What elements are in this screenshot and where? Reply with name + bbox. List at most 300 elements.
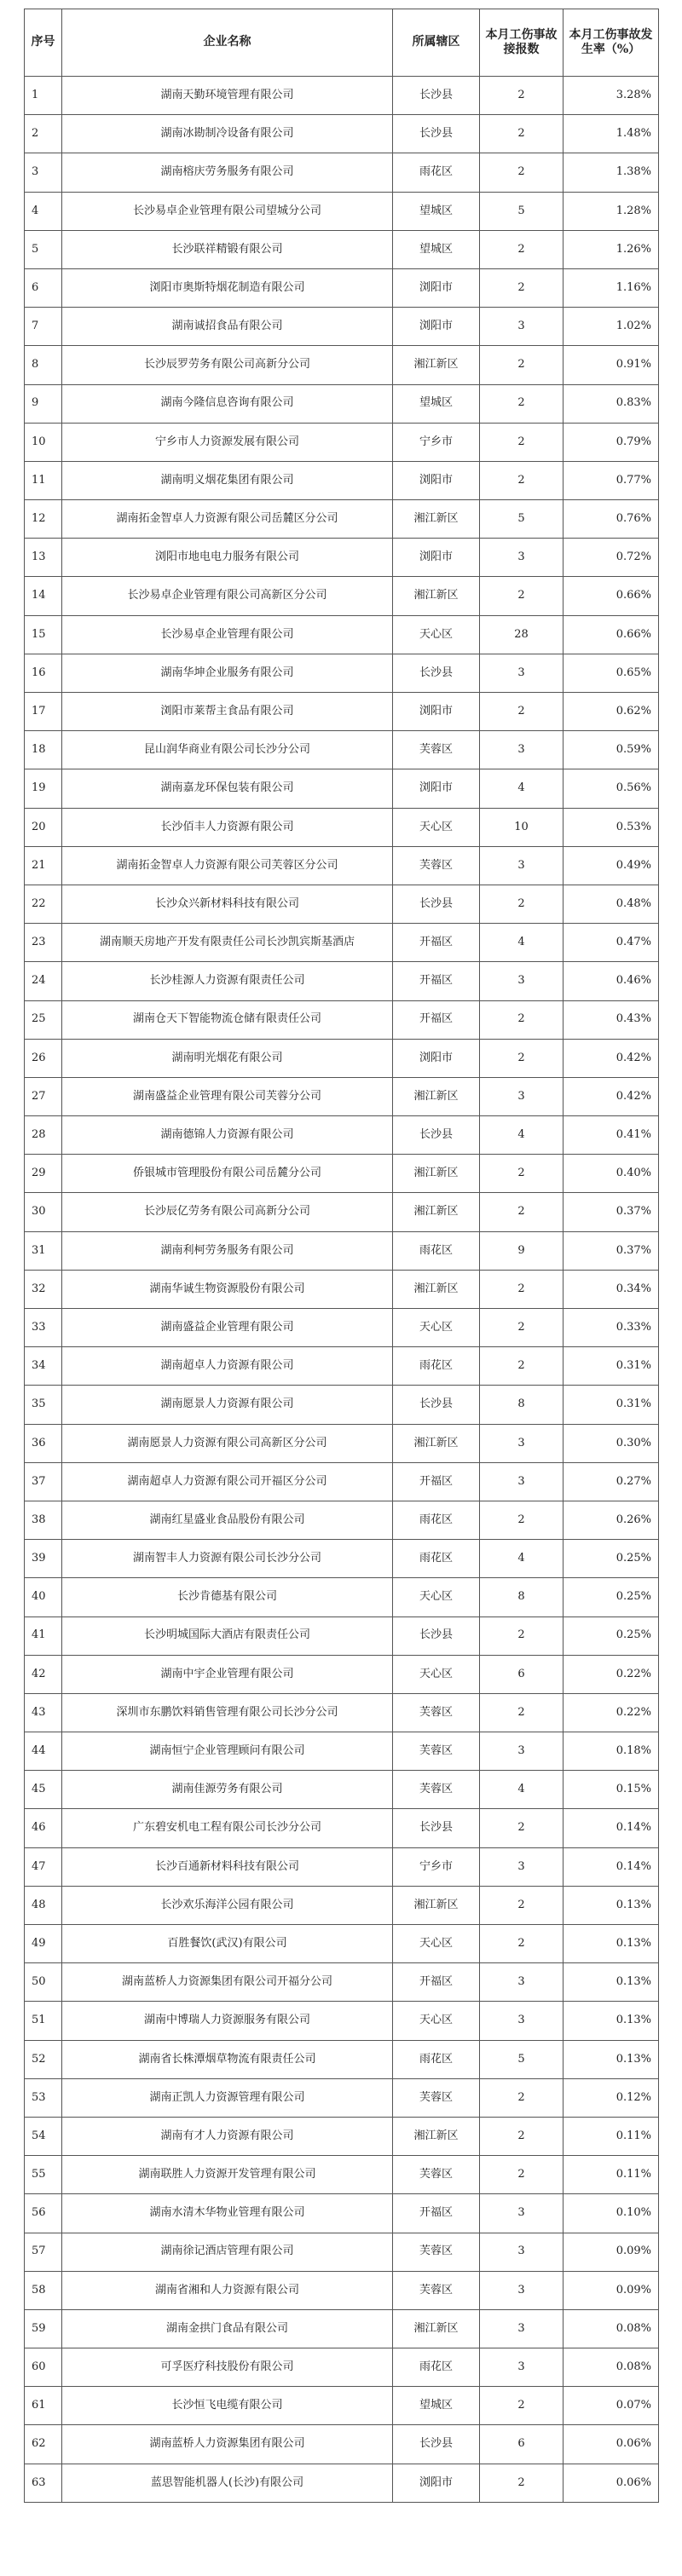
table-row — [25, 153, 659, 192]
report-count: 3 — [480, 2002, 564, 2040]
district: 湘江新区 — [393, 2309, 480, 2348]
district: 芙蓉区 — [393, 846, 480, 885]
report-count: 3 — [480, 1847, 564, 1886]
report-count: 2 — [480, 1155, 564, 1193]
company-name: 湖南中宇企业管理有限公司 — [62, 1655, 393, 1693]
company-name: 湖南正凯人力资源管理有限公司 — [62, 2078, 393, 2117]
company-name: 湖南蓝桥人力资源集团有限公司 — [62, 2425, 393, 2464]
report-count: 3 — [480, 1077, 564, 1115]
company-name: 湖南盛益企业管理有限公司 — [62, 1309, 393, 1347]
report-count: 2 — [480, 2387, 564, 2425]
district: 芙蓉区 — [393, 2233, 480, 2271]
district: 湘江新区 — [393, 1424, 480, 1462]
district: 芙蓉区 — [393, 1771, 480, 1809]
table-row — [25, 1809, 659, 1847]
incidence-rate: 0.46% — [564, 962, 659, 1000]
row-index: 34 — [25, 1347, 62, 1386]
company-name: 湖南华坤企业服务有限公司 — [62, 654, 393, 692]
company-name: 侨银城市管理股份有限公司岳麓分公司 — [62, 1155, 393, 1193]
report-count: 5 — [480, 192, 564, 230]
district: 湘江新区 — [393, 346, 480, 384]
table-row — [25, 308, 659, 346]
row-index: 4 — [25, 192, 62, 230]
row-index: 32 — [25, 1270, 62, 1308]
district: 长沙县 — [393, 77, 480, 115]
row-index: 28 — [25, 1116, 62, 1155]
district: 浏阳市 — [393, 461, 480, 499]
incidence-rate: 0.10% — [564, 2194, 659, 2233]
report-count: 2 — [480, 577, 564, 615]
district: 望城区 — [393, 2387, 480, 2425]
district: 浏阳市 — [393, 769, 480, 808]
company-name: 深圳市东鹏饮料销售管理有限公司长沙分公司 — [62, 1693, 393, 1732]
row-index: 3 — [25, 153, 62, 192]
report-count: 2 — [480, 346, 564, 384]
district: 雨花区 — [393, 1501, 480, 1539]
report-count: 10 — [480, 808, 564, 846]
incidence-rate: 1.28% — [564, 192, 659, 230]
incidence-rate: 0.13% — [564, 1963, 659, 2002]
company-name: 湖南拓金智卓人力资源有限公司芙蓉区分公司 — [62, 846, 393, 885]
company-name: 湖南诚招食品有限公司 — [62, 308, 393, 346]
table-row — [25, 77, 659, 115]
table-row — [25, 2040, 659, 2078]
incidence-rate: 0.27% — [564, 1462, 659, 1501]
district: 芙蓉区 — [393, 731, 480, 769]
report-count: 3 — [480, 731, 564, 769]
report-count: 4 — [480, 924, 564, 962]
table-row — [25, 1732, 659, 1771]
table-row — [25, 924, 659, 962]
report-count: 2 — [480, 384, 564, 423]
district: 浏阳市 — [393, 308, 480, 346]
incidence-rate: 0.49% — [564, 846, 659, 885]
incidence-rate: 0.22% — [564, 1693, 659, 1732]
injury-rate-table — [24, 9, 659, 2503]
report-count: 2 — [480, 1809, 564, 1847]
table-row — [25, 654, 659, 692]
company-name: 长沙明城国际大酒店有限责任公司 — [62, 1616, 393, 1655]
report-count: 3 — [480, 2233, 564, 2271]
incidence-rate: 0.25% — [564, 1616, 659, 1655]
report-count: 3 — [480, 654, 564, 692]
company-name: 湖南佳源劳务有限公司 — [62, 1771, 393, 1809]
district: 湘江新区 — [393, 577, 480, 615]
row-index: 17 — [25, 693, 62, 731]
district: 雨花区 — [393, 153, 480, 192]
report-count: 2 — [480, 1925, 564, 1963]
district: 长沙县 — [393, 1616, 480, 1655]
district: 宁乡市 — [393, 423, 480, 461]
report-count: 9 — [480, 1231, 564, 1270]
company-name: 湖南愿景人力资源有限公司 — [62, 1386, 393, 1424]
row-index: 31 — [25, 1231, 62, 1270]
incidence-rate: 0.91% — [564, 346, 659, 384]
report-count: 4 — [480, 1116, 564, 1155]
incidence-rate: 0.66% — [564, 615, 659, 654]
row-index: 56 — [25, 2194, 62, 2233]
company-name: 湖南省长株潭烟草物流有限责任公司 — [62, 2040, 393, 2078]
report-count: 3 — [480, 2194, 564, 2233]
report-count: 8 — [480, 1386, 564, 1424]
table-row — [25, 346, 659, 384]
incidence-rate: 0.13% — [564, 2040, 659, 2078]
company-name: 湖南拓金智卓人力资源有限公司岳麓区分公司 — [62, 500, 393, 539]
table-row — [25, 577, 659, 615]
row-index: 61 — [25, 2387, 62, 2425]
company-name: 湖南仓天下智能物流仓储有限责任公司 — [62, 1000, 393, 1039]
incidence-rate: 0.53% — [564, 808, 659, 846]
report-count: 3 — [480, 1732, 564, 1771]
row-index: 50 — [25, 1963, 62, 2002]
table-row — [25, 2464, 659, 2502]
report-count: 2 — [480, 885, 564, 923]
company-name: 湖南徐记酒店管理有限公司 — [62, 2233, 393, 2271]
row-index: 45 — [25, 1771, 62, 1809]
report-count: 3 — [480, 1963, 564, 2002]
incidence-rate: 0.08% — [564, 2348, 659, 2387]
company-name: 长沙辰罗劳务有限公司高新分公司 — [62, 346, 393, 384]
district: 天心区 — [393, 808, 480, 846]
district: 天心区 — [393, 615, 480, 654]
district: 芙蓉区 — [393, 2078, 480, 2117]
row-index: 23 — [25, 924, 62, 962]
incidence-rate: 0.09% — [564, 2233, 659, 2271]
company-name: 长沙桂源人力资源有限责任公司 — [62, 962, 393, 1000]
row-index: 25 — [25, 1000, 62, 1039]
row-index: 18 — [25, 731, 62, 769]
incidence-rate: 0.56% — [564, 769, 659, 808]
table-row — [25, 1462, 659, 1501]
table-row — [25, 2156, 659, 2194]
row-index: 12 — [25, 500, 62, 539]
report-count: 4 — [480, 769, 564, 808]
row-index: 33 — [25, 1309, 62, 1347]
table-row — [25, 1270, 659, 1308]
company-name: 长沙佰丰人力资源有限公司 — [62, 808, 393, 846]
row-index: 37 — [25, 1462, 62, 1501]
company-name: 湖南顺天房地产开发有限责任公司长沙凯宾斯基酒店 — [62, 924, 393, 962]
district: 湘江新区 — [393, 1193, 480, 1231]
company-name: 长沙恒飞电缆有限公司 — [62, 2387, 393, 2425]
row-index: 11 — [25, 461, 62, 499]
incidence-rate: 0.15% — [564, 1771, 659, 1809]
company-name: 湖南蓝桥人力资源集团有限公司开福分公司 — [62, 1963, 393, 2002]
incidence-rate: 0.42% — [564, 1039, 659, 1077]
incidence-rate: 3.28% — [564, 77, 659, 115]
district: 天心区 — [393, 1925, 480, 1963]
report-count: 2 — [480, 1347, 564, 1386]
district: 宁乡市 — [393, 1847, 480, 1886]
table-row — [25, 423, 659, 461]
incidence-rate: 0.07% — [564, 2387, 659, 2425]
row-index: 62 — [25, 2425, 62, 2464]
report-count: 2 — [480, 153, 564, 192]
district: 湘江新区 — [393, 1886, 480, 1924]
row-index: 54 — [25, 2117, 62, 2155]
district: 开福区 — [393, 1963, 480, 2002]
incidence-rate: 0.43% — [564, 1000, 659, 1039]
row-index: 26 — [25, 1039, 62, 1077]
incidence-rate: 0.22% — [564, 1655, 659, 1693]
row-index: 22 — [25, 885, 62, 923]
header-district: 所属辖区 — [393, 9, 480, 77]
company-name: 湖南嘉龙环保包装有限公司 — [62, 769, 393, 808]
row-index: 43 — [25, 1693, 62, 1732]
row-index: 44 — [25, 1732, 62, 1771]
table-row — [25, 1347, 659, 1386]
row-index: 38 — [25, 1501, 62, 1539]
company-name: 可孚医疗科技股份有限公司 — [62, 2348, 393, 2387]
report-count: 2 — [480, 2117, 564, 2155]
table-row — [25, 1578, 659, 1616]
district: 雨花区 — [393, 2348, 480, 2387]
company-name: 蓝思智能机器人(长沙)有限公司 — [62, 2464, 393, 2502]
row-index: 5 — [25, 230, 62, 268]
district: 长沙县 — [393, 2425, 480, 2464]
report-count: 3 — [480, 2309, 564, 2348]
table-row — [25, 808, 659, 846]
header-company-name: 企业名称 — [62, 9, 393, 77]
company-name: 湖南水清木华物业管理有限公司 — [62, 2194, 393, 2233]
company-name: 长沙联祥精锻有限公司 — [62, 230, 393, 268]
report-count: 8 — [480, 1578, 564, 1616]
incidence-rate: 0.13% — [564, 1925, 659, 1963]
district: 浏阳市 — [393, 268, 480, 307]
incidence-rate: 0.37% — [564, 1193, 659, 1231]
row-index: 2 — [25, 115, 62, 153]
district: 开福区 — [393, 924, 480, 962]
district: 雨花区 — [393, 1540, 480, 1578]
district: 长沙县 — [393, 1116, 480, 1155]
report-count: 3 — [480, 846, 564, 885]
report-count: 2 — [480, 2156, 564, 2194]
report-count: 5 — [480, 500, 564, 539]
table-row — [25, 1309, 659, 1347]
table-row — [25, 1193, 659, 1231]
company-name: 湖南省湘和人力资源有限公司 — [62, 2271, 393, 2309]
company-name: 湖南超卓人力资源有限公司 — [62, 1347, 393, 1386]
company-name: 湖南智丰人力资源有限公司长沙分公司 — [62, 1540, 393, 1578]
company-name: 浏阳市莱帮主食品有限公司 — [62, 693, 393, 731]
incidence-rate: 0.06% — [564, 2464, 659, 2502]
incidence-rate: 0.79% — [564, 423, 659, 461]
incidence-rate: 0.41% — [564, 1116, 659, 1155]
incidence-rate: 1.26% — [564, 230, 659, 268]
company-name: 广东碧安机电工程有限公司长沙分公司 — [62, 1809, 393, 1847]
row-index: 10 — [25, 423, 62, 461]
company-name: 长沙欢乐海洋公园有限公司 — [62, 1886, 393, 1924]
district: 开福区 — [393, 1000, 480, 1039]
table-row — [25, 1039, 659, 1077]
table-row — [25, 1540, 659, 1578]
report-count: 3 — [480, 2348, 564, 2387]
company-name: 湖南金拱门食品有限公司 — [62, 2309, 393, 2348]
table-row — [25, 2387, 659, 2425]
table-row — [25, 846, 659, 885]
incidence-rate: 0.33% — [564, 1309, 659, 1347]
table-row — [25, 539, 659, 577]
incidence-rate: 0.37% — [564, 1231, 659, 1270]
table-row — [25, 1771, 659, 1809]
report-count: 2 — [480, 1039, 564, 1077]
header-index: 序号 — [25, 9, 62, 77]
incidence-rate: 0.14% — [564, 1847, 659, 1886]
row-index: 41 — [25, 1616, 62, 1655]
table-row — [25, 1077, 659, 1115]
district: 芙蓉区 — [393, 2271, 480, 2309]
incidence-rate: 0.47% — [564, 924, 659, 962]
incidence-rate: 0.62% — [564, 693, 659, 731]
company-name: 湖南利柯劳务服务有限公司 — [62, 1231, 393, 1270]
company-name: 湖南有才人力资源有限公司 — [62, 2117, 393, 2155]
incidence-rate: 0.11% — [564, 2156, 659, 2194]
report-count: 2 — [480, 2078, 564, 2117]
table-row — [25, 2309, 659, 2348]
district: 芙蓉区 — [393, 1732, 480, 1771]
incidence-rate: 0.83% — [564, 384, 659, 423]
district: 长沙县 — [393, 1809, 480, 1847]
table-row — [25, 1847, 659, 1886]
report-count: 3 — [480, 308, 564, 346]
table-row — [25, 268, 659, 307]
incidence-rate: 1.38% — [564, 153, 659, 192]
row-index: 42 — [25, 1655, 62, 1693]
table-body — [25, 77, 659, 2503]
incidence-rate: 1.48% — [564, 115, 659, 153]
report-count: 5 — [480, 2040, 564, 2078]
report-count: 2 — [480, 423, 564, 461]
table-row — [25, 2425, 659, 2464]
district: 开福区 — [393, 962, 480, 1000]
report-count: 2 — [480, 1501, 564, 1539]
company-name: 宁乡市人力资源发展有限公司 — [62, 423, 393, 461]
row-index: 47 — [25, 1847, 62, 1886]
report-count: 2 — [480, 461, 564, 499]
incidence-rate: 0.08% — [564, 2309, 659, 2348]
company-name: 湖南榕庆劳务服务有限公司 — [62, 153, 393, 192]
incidence-rate: 0.31% — [564, 1347, 659, 1386]
table-row — [25, 1616, 659, 1655]
report-count: 2 — [480, 230, 564, 268]
table-row — [25, 693, 659, 731]
table-row — [25, 2271, 659, 2309]
table-wrapper — [24, 9, 658, 2503]
report-count: 3 — [480, 1462, 564, 1501]
row-index: 30 — [25, 1193, 62, 1231]
district: 长沙县 — [393, 654, 480, 692]
company-name: 长沙易卓企业管理有限公司 — [62, 615, 393, 654]
table-row — [25, 1386, 659, 1424]
company-name: 湖南明义烟花集团有限公司 — [62, 461, 393, 499]
report-count: 2 — [480, 268, 564, 307]
report-count: 3 — [480, 2271, 564, 2309]
incidence-rate: 0.48% — [564, 885, 659, 923]
district: 天心区 — [393, 1309, 480, 1347]
row-index: 8 — [25, 346, 62, 384]
row-index: 20 — [25, 808, 62, 846]
incidence-rate: 1.16% — [564, 268, 659, 307]
row-index: 40 — [25, 1578, 62, 1616]
report-count: 2 — [480, 1309, 564, 1347]
row-index: 52 — [25, 2040, 62, 2078]
company-name: 长沙辰亿劳务有限公司高新分公司 — [62, 1193, 393, 1231]
row-index: 1 — [25, 77, 62, 115]
row-index: 21 — [25, 846, 62, 885]
incidence-rate: 0.11% — [564, 2117, 659, 2155]
table-row — [25, 1925, 659, 1963]
row-index: 59 — [25, 2309, 62, 2348]
incidence-rate: 0.06% — [564, 2425, 659, 2464]
incidence-rate: 0.13% — [564, 2002, 659, 2040]
report-count: 6 — [480, 1655, 564, 1693]
company-name: 湖南超卓人力资源有限公司开福区分公司 — [62, 1462, 393, 1501]
row-index: 13 — [25, 539, 62, 577]
incidence-rate: 0.26% — [564, 1501, 659, 1539]
report-count: 3 — [480, 962, 564, 1000]
incidence-rate: 0.34% — [564, 1270, 659, 1308]
district: 湘江新区 — [393, 1155, 480, 1193]
district: 雨花区 — [393, 2040, 480, 2078]
incidence-rate: 0.09% — [564, 2271, 659, 2309]
district: 湘江新区 — [393, 1077, 480, 1115]
incidence-rate: 0.14% — [564, 1809, 659, 1847]
table-row — [25, 2348, 659, 2387]
company-name: 湖南华诚生物资源股份有限公司 — [62, 1270, 393, 1308]
row-index: 15 — [25, 615, 62, 654]
incidence-rate: 0.42% — [564, 1077, 659, 1115]
report-count: 2 — [480, 2464, 564, 2502]
incidence-rate: 0.13% — [564, 1886, 659, 1924]
row-index: 39 — [25, 1540, 62, 1578]
row-index: 55 — [25, 2156, 62, 2194]
company-name: 长沙易卓企业管理有限公司高新区分公司 — [62, 577, 393, 615]
company-name: 长沙易卓企业管理有限公司望城分公司 — [62, 192, 393, 230]
table-row — [25, 1000, 659, 1039]
report-count: 2 — [480, 693, 564, 731]
incidence-rate: 0.18% — [564, 1732, 659, 1771]
company-name: 湖南联胜人力资源开发管理有限公司 — [62, 2156, 393, 2194]
row-index: 29 — [25, 1155, 62, 1193]
table-row — [25, 1693, 659, 1732]
district: 湘江新区 — [393, 2117, 480, 2155]
company-name: 湖南明光烟花有限公司 — [62, 1039, 393, 1077]
report-count: 2 — [480, 115, 564, 153]
report-count: 3 — [480, 539, 564, 577]
incidence-rate: 1.02% — [564, 308, 659, 346]
row-index: 60 — [25, 2348, 62, 2387]
table-row — [25, 2002, 659, 2040]
company-name: 浏阳市奥斯特烟花制造有限公司 — [62, 268, 393, 307]
report-count: 28 — [480, 615, 564, 654]
report-count: 2 — [480, 1000, 564, 1039]
table-row — [25, 1655, 659, 1693]
table-row — [25, 731, 659, 769]
row-index: 7 — [25, 308, 62, 346]
incidence-rate: 0.12% — [564, 2078, 659, 2117]
district: 浏阳市 — [393, 539, 480, 577]
district: 湘江新区 — [393, 500, 480, 539]
company-name: 长沙百通新材料科技有限公司 — [62, 1847, 393, 1886]
row-index: 24 — [25, 962, 62, 1000]
table-row — [25, 192, 659, 230]
header-incidence-rate: 本月工伤事故发生率（%） — [564, 9, 659, 77]
company-name: 长沙肯德基有限公司 — [62, 1578, 393, 1616]
table-row — [25, 2194, 659, 2233]
table-row — [25, 885, 659, 923]
district: 雨花区 — [393, 1347, 480, 1386]
table-row — [25, 2078, 659, 2117]
